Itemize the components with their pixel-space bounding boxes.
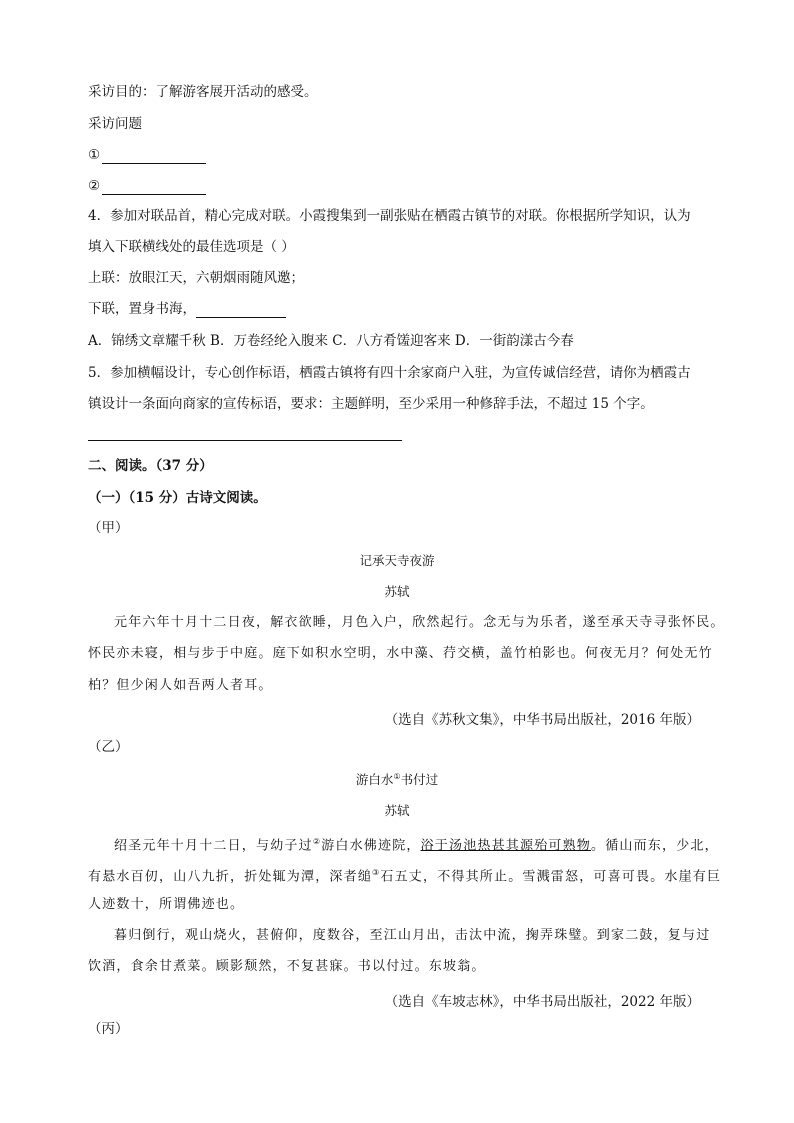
q4-upper-couplet: 上联：放眼江天，六朝烟雨随风邀； — [88, 270, 304, 286]
q4-lower-prefix: 下联，置身书海， — [88, 301, 196, 317]
yi-title-footnote: ① — [393, 771, 401, 781]
yi-p2-text-a: 有悬水百仞，山八九折，折处辄为潭，深者缒 — [88, 869, 373, 885]
yi-p1-text-b: 游白水佛迹院， — [321, 838, 421, 854]
yi-paragraph-line-1 — [114, 833, 719, 855]
yi-p1-footnote: ② — [312, 837, 322, 846]
yi-paragraph-line-3: 人迹数十，所谓佛迹也。 — [88, 897, 245, 912]
jia-label: （甲） — [88, 520, 129, 536]
interview-question-1 — [88, 146, 206, 164]
interview-purpose: 采访目的：了解游客展开活动的感受。 — [88, 84, 318, 100]
jia-paragraph-line-2: 怀民亦未寝，相与步于中庭。庭下如积水空明，水中藻、荇交横，盖竹柏影也。何夜无月？何处无竹 — [88, 646, 713, 661]
yi-title — [0, 770, 794, 788]
yi-source: （选自《车坡志林》，中华书局出版社，2022 年版） — [384, 994, 700, 1010]
yi-paragraph-line-5: 饮酒，食余甘煮菜。顾影颓然，不复甚寐。书以付过。东坡翁。 — [88, 959, 486, 974]
q4-line-2: 填入下联横线处的最佳选项是（ ） — [88, 239, 295, 255]
section-2-heading: 二、阅读。（37 分） — [88, 458, 213, 474]
question-1-marker: ① — [88, 147, 101, 163]
yi-title-part-a: 游白水 — [355, 772, 394, 787]
yi-p1-underlined-sentence: 浴于汤池热甚其源殆可熟物 — [420, 838, 591, 854]
section-2-subheading: （一）（15 分）古诗文阅读。 — [88, 490, 267, 506]
jia-title: 记承天寺夜游 — [359, 553, 435, 568]
yi-label: （乙） — [88, 739, 129, 755]
q4-line-1: 4．参加对联品首，精心完成对联。小霞搜集到一副张贴在栖霞古镇节的对联。你根据所学知识，认为 — [88, 208, 691, 224]
interview-question-2 — [88, 177, 206, 195]
q4-lower-couplet — [88, 300, 286, 318]
jia-author: 苏轼 — [384, 584, 410, 599]
q5-line-1: 5．参加横幅设计，专心创作标语，栖霞古镇将有四十余家商户入驻，为宣传诚信经营，请你为栖霞古 — [88, 365, 691, 381]
question-2-marker: ② — [88, 178, 101, 194]
yi-p1-text-a: 绍圣元年十月十二日，与幼子过 — [114, 838, 313, 854]
jia-source: （选自《苏秋文集》，中华书局出版社，2016 年版） — [384, 712, 700, 728]
interview-questions-label: 采访问题 — [88, 116, 142, 132]
jia-paragraph-line-1: 元年六年十月十二日夜，解衣欲睡，月色入户，欣然起行。念无与为乐者，遂至承天寺寻张怀民。 — [114, 615, 725, 630]
q4-options: A．锦绣文章耀千秋 B．万卷经纶入腹来 C．八方肴馐迎客来 D．一街韵漾古今春 — [88, 333, 574, 349]
yi-p2-text-b: 石五丈，不得其所止。雪溅雷怒，可喜可畏。水崖有巨 — [380, 869, 722, 885]
yi-p2-footnote: ③ — [372, 868, 381, 877]
jia-paragraph-line-3: 柏？但少闲人如吾两人者耳。 — [88, 678, 273, 693]
yi-p1-text-c: 。循山而东，少北， — [591, 838, 719, 854]
yi-author: 苏轼 — [384, 803, 410, 818]
q5-line-2: 镇设计一条面向商家的宣传标语，要求：主题鲜明，至少采用一种修辞手法，不超过 15 个字。 — [88, 396, 654, 412]
question-2-blank[interactable] — [102, 180, 206, 195]
q5-answer-line[interactable] — [88, 440, 402, 441]
yi-paragraph-line-4: 暮归倒行，观山烧火，甚俯仰，度数谷，至江山月出，击汰中流，掬弄珠璧。到家二鼓，复与过 — [114, 928, 711, 943]
yi-title-part-b: 书付过 — [400, 772, 439, 787]
yi-paragraph-line-2 — [88, 864, 721, 886]
q4-lower-blank[interactable] — [196, 303, 286, 318]
question-1-blank[interactable] — [102, 149, 206, 164]
bing-label: （丙） — [88, 1021, 129, 1037]
